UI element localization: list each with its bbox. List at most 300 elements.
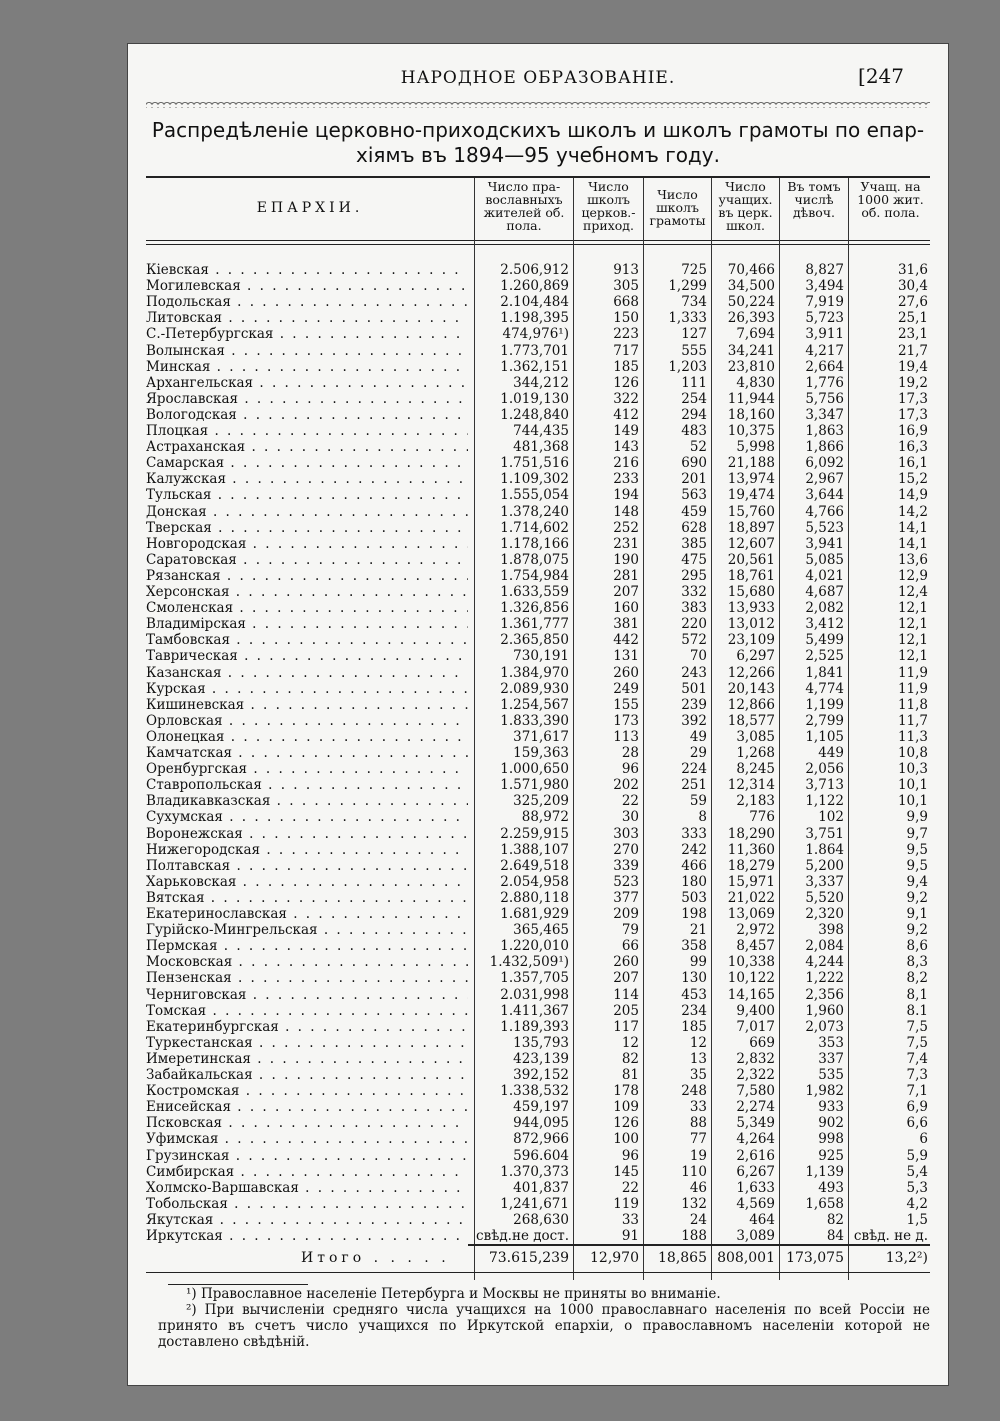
cell-girls: 1,841 <box>805 664 844 681</box>
cell-girls: 5,723 <box>805 310 844 327</box>
cell-church-schools: 252 <box>613 519 639 536</box>
cell-eparhia: Иркутская . . . <box>146 1228 468 1244</box>
cell-literacy-schools: 13 <box>689 1050 707 1067</box>
cell-girls: 2,082 <box>805 600 844 617</box>
cell-eparhia: Якутская . . . <box>146 1212 468 1228</box>
cell-pupils: 10,338 <box>727 954 775 971</box>
cell-population: 135,793 <box>513 1034 569 1051</box>
cell-eparhia: Вятская . . . <box>146 890 468 906</box>
table-row <box>146 1051 930 1067</box>
cell-population: 401,837 <box>513 1179 569 1196</box>
cell-eparhia: Грузинская . . . <box>146 1148 468 1164</box>
cell-population: 2.506,912 <box>500 262 569 278</box>
cell-literacy-schools: 29 <box>689 745 707 761</box>
cell-population: 2.104,484 <box>500 294 569 311</box>
cell-church-schools: 82 <box>621 1050 639 1067</box>
cell-eparhia: Забайкальская . . . <box>146 1067 468 1083</box>
table-row <box>146 616 930 632</box>
cell-literacy-schools: 198 <box>681 906 707 922</box>
cell-girls: 1,122 <box>805 793 844 810</box>
cell-population: 1.751,516 <box>500 455 569 472</box>
cell-eparhia: Рязанская . . . <box>146 568 468 584</box>
cell-church-schools: 270 <box>613 841 639 858</box>
cell-pupils: 18,761 <box>727 567 775 584</box>
cell-per1000: 19,2 <box>897 374 928 391</box>
total-church-schools: 12,970 <box>590 1250 639 1266</box>
cell-population: 1.362,151 <box>500 358 569 375</box>
cell-pupils: 26,393 <box>727 310 775 327</box>
table-row <box>146 890 930 906</box>
table-row <box>146 777 930 793</box>
cell-population: 159,363 <box>513 745 569 761</box>
cell-per1000: 15,2 <box>897 471 928 488</box>
table-title: Распредѣленіе церковно-приходскихъ школъ и школъ грамоты по епар-хіямъ въ 1894—95 учебномъ году. <box>151 118 925 167</box>
cell-pupils: 669 <box>749 1034 775 1051</box>
cell-population: 944,095 <box>513 1115 569 1132</box>
wavy-divider <box>146 100 930 108</box>
cell-girls: 2,073 <box>805 1018 844 1035</box>
cell-girls: 1,658 <box>805 1195 844 1212</box>
cell-literacy-schools: 49 <box>689 728 707 745</box>
cell-eparhia: Владикавказская . . . <box>146 793 468 809</box>
cell-eparhia: Тверская . . . <box>146 520 468 536</box>
cell-population: 730,191 <box>513 648 569 665</box>
cell-church-schools: 523 <box>613 873 639 890</box>
cell-church-schools: 150 <box>613 310 639 327</box>
cell-church-schools: 155 <box>613 696 639 713</box>
cell-girls: 4,244 <box>805 954 844 971</box>
cell-eparhia: Владимірская . . . <box>146 616 468 632</box>
cell-eparhia: Минская . . . <box>146 359 468 375</box>
cell-population: 1.178,166 <box>500 535 569 552</box>
section-title: НАРОДНОЕ ОБРАЗОВАНІЕ. <box>400 68 676 88</box>
table-row <box>146 359 930 375</box>
cell-population: 88,972 <box>521 809 569 826</box>
cell-pupils: 5,349 <box>736 1115 775 1132</box>
cell-pupils: 18,279 <box>727 857 775 874</box>
cell-per1000: 7,5 <box>906 1034 928 1051</box>
cell-literacy-schools: 59 <box>689 793 707 810</box>
cell-population: 2.031,998 <box>500 986 569 1003</box>
cell-per1000: 12,1 <box>897 648 928 665</box>
cell-per1000: 16,1 <box>897 455 928 472</box>
column-header-population: Число пра-вославныхъ жителей об. пола. <box>474 178 573 240</box>
cell-church-schools: 12 <box>621 1034 639 1051</box>
table-row <box>146 1131 930 1147</box>
table-header <box>146 178 930 240</box>
cell-per1000: 7,5 <box>906 1018 928 1035</box>
table-row <box>146 874 930 890</box>
cell-pupils: 4,830 <box>736 374 775 391</box>
cell-church-schools: 205 <box>613 1002 639 1019</box>
cell-literacy-schools: 88 <box>689 1115 707 1132</box>
cell-literacy-schools: 224 <box>681 761 707 778</box>
cell-church-schools: 305 <box>613 278 639 295</box>
cell-church-schools: 96 <box>621 1147 639 1164</box>
cell-eparhia: Олонецкая . . . <box>146 729 468 745</box>
column-header-literacy-schools: Число школъ грамоты <box>643 178 711 240</box>
cell-pupils: 34,500 <box>727 278 775 295</box>
cell-eparhia: Херсонская . . . <box>146 584 468 600</box>
cell-church-schools: 194 <box>613 487 639 504</box>
cell-pupils: 12,314 <box>727 777 775 794</box>
cell-literacy-schools: 1,299 <box>668 278 707 295</box>
table-bottom-rule <box>146 1272 930 1273</box>
cell-population: 1.714,602 <box>500 519 569 536</box>
table-row <box>146 906 930 922</box>
cell-population: 1.384,970 <box>500 664 569 681</box>
cell-pupils: 13,933 <box>727 600 775 617</box>
cell-pupils: 6,267 <box>736 1163 775 1180</box>
cell-pupils: 4,569 <box>736 1195 775 1212</box>
cell-church-schools: 233 <box>613 471 639 488</box>
table-row <box>146 439 930 455</box>
cell-literacy-schools: 1,333 <box>668 310 707 327</box>
cell-population: 2.880,118 <box>500 889 569 906</box>
cell-church-schools: 178 <box>613 1083 639 1100</box>
cell-per1000: 17,3 <box>897 390 928 407</box>
cell-girls: 337 <box>818 1050 844 1067</box>
cell-eparhia: Уфимская . . . <box>146 1131 468 1147</box>
cell-population: 481,368 <box>513 439 569 456</box>
cell-eparhia: Тобольская . . . <box>146 1196 468 1212</box>
cell-literacy-schools: 563 <box>681 487 707 504</box>
cell-church-schools: 33 <box>621 1211 639 1228</box>
cell-church-schools: 143 <box>613 439 639 456</box>
cell-pupils: 15,760 <box>727 503 775 520</box>
cell-pupils: 11,944 <box>727 390 775 407</box>
column-header-church-schools: Число школъ церков.-приход. <box>573 178 643 240</box>
cell-church-schools: 28 <box>621 745 639 761</box>
cell-literacy-schools: 248 <box>681 1083 707 1100</box>
cell-per1000: 19,4 <box>897 358 928 375</box>
cell-eparhia: Томская . . . <box>146 1003 468 1019</box>
cell-literacy-schools: 628 <box>681 519 707 536</box>
cell-girls: 1,863 <box>805 423 844 439</box>
cell-eparhia: Оренбургская . . . <box>146 761 468 777</box>
cell-literacy-schools: 294 <box>681 406 707 423</box>
cell-pupils: 10,375 <box>727 423 775 439</box>
cell-per1000: 10,1 <box>897 777 928 794</box>
cell-population: 371,617 <box>513 728 569 745</box>
cell-eparhia: Архангельская . . . <box>146 375 468 391</box>
cell-pupils: 2,616 <box>736 1147 775 1164</box>
cell-eparhia: Могилевская . . . <box>146 278 468 294</box>
cell-girls: 2,056 <box>805 761 844 778</box>
cell-eparhia: Туркестанская . . . <box>146 1035 468 1051</box>
cell-church-schools: 173 <box>613 712 639 729</box>
cell-eparhia: Сухумская . . . <box>146 809 468 825</box>
cell-church-schools: 303 <box>613 825 639 842</box>
cell-pupils: 21,022 <box>727 889 775 906</box>
cell-girls: 925 <box>818 1147 844 1164</box>
cell-church-schools: 149 <box>613 423 639 439</box>
cell-pupils: 2,322 <box>736 1067 775 1083</box>
cell-literacy-schools: 185 <box>681 1018 707 1035</box>
cell-church-schools: 113 <box>613 728 639 745</box>
cell-pupils: 21,188 <box>727 455 775 472</box>
cell-literacy-schools: 254 <box>681 390 707 407</box>
cell-girls: 4,217 <box>805 342 844 359</box>
cell-eparhia: Ярославская . . . <box>146 391 468 407</box>
cell-girls: 1,776 <box>805 374 844 391</box>
cell-per1000: 4,2 <box>906 1195 928 1212</box>
cell-per1000: 9,1 <box>906 906 928 922</box>
cell-literacy-schools: 111 <box>681 374 707 391</box>
table-row <box>146 455 930 471</box>
cell-girls: 5,200 <box>805 857 844 874</box>
cell-population: 268,630 <box>513 1211 569 1228</box>
cell-literacy-schools: 130 <box>681 970 707 987</box>
cell-per1000: 12,1 <box>897 600 928 617</box>
cell-eparhia: Ставропольская . . . <box>146 777 468 793</box>
cell-population: 1.019,130 <box>500 390 569 407</box>
table-row <box>146 326 930 342</box>
cell-eparhia: Самарская . . . <box>146 455 468 471</box>
cell-per1000: 8.1 <box>906 1002 928 1019</box>
cell-girls: 102 <box>818 809 844 826</box>
cell-eparhia: Новгородская . . . <box>146 536 468 552</box>
cell-eparhia: Пензенская . . . <box>146 970 468 986</box>
cell-girls: 82 <box>826 1211 844 1228</box>
cell-girls: 3,644 <box>805 487 844 504</box>
cell-pupils: 13,012 <box>727 616 775 633</box>
cell-girls: 398 <box>818 922 844 939</box>
cell-population: 2.649,518 <box>500 857 569 874</box>
total-row <box>146 1246 930 1270</box>
table-row <box>146 423 930 439</box>
cell-girls: 2,967 <box>805 471 844 488</box>
cell-church-schools: 442 <box>613 632 639 649</box>
cell-literacy-schools: 201 <box>681 471 707 488</box>
cell-girls: 5,756 <box>805 390 844 407</box>
cell-literacy-schools: 242 <box>681 841 707 858</box>
cell-literacy-schools: 8 <box>698 809 707 826</box>
cell-pupils: 2,832 <box>736 1050 775 1067</box>
header-double-rule <box>146 240 930 245</box>
cell-literacy-schools: 70 <box>689 648 707 665</box>
cell-church-schools: 81 <box>621 1067 639 1083</box>
cell-church-schools: 249 <box>613 680 639 697</box>
footnote-2: ²) При вычисленіи средняго числа учащихся на 1000 православнаго населенія по всей Россіи не принято въ счетъ число учащихся по Иркутской епархіи, о православномъ населеніи которой не доставлено свѣдѣній. <box>158 1302 930 1350</box>
cell-church-schools: 117 <box>613 1018 639 1035</box>
table-row <box>146 793 930 809</box>
table-row <box>146 278 930 294</box>
cell-population: 1.357,705 <box>500 970 569 987</box>
table-row <box>146 310 930 326</box>
cell-eparhia: Екатеринбургская . . . <box>146 1019 468 1035</box>
cell-church-schools: 126 <box>613 1115 639 1132</box>
column-header-per1000: Учащ. на 1000 жит. об. пола. <box>848 178 932 240</box>
cell-population: 325,209 <box>513 793 569 810</box>
cell-eparhia: Саратовская . . . <box>146 552 468 568</box>
cell-literacy-schools: 12 <box>689 1034 707 1051</box>
table-row <box>146 391 930 407</box>
cell-pupils: 18,577 <box>727 712 775 729</box>
cell-pupils: 7,580 <box>736 1083 775 1100</box>
cell-church-schools: 190 <box>613 551 639 568</box>
cell-literacy-schools: 180 <box>681 873 707 890</box>
cell-eparhia: Холмско-Варшавская . . . <box>146 1180 468 1196</box>
cell-church-schools: 131 <box>613 648 639 665</box>
cell-pupils: 70,466 <box>727 262 775 278</box>
cell-girls: 3,941 <box>805 535 844 552</box>
cell-per1000: 14,2 <box>897 503 928 520</box>
total-label: Итого . . . <box>301 1246 450 1270</box>
cell-girls: 449 <box>818 745 844 761</box>
cell-girls: 1,960 <box>805 1002 844 1019</box>
cell-church-schools: 119 <box>613 1195 639 1212</box>
cell-literacy-schools: 132 <box>681 1195 707 1212</box>
cell-girls: 5,085 <box>805 551 844 568</box>
cell-eparhia: Волынская . . . <box>146 343 468 359</box>
cell-per1000: 12,1 <box>897 632 928 649</box>
table-row <box>146 681 930 697</box>
cell-girls: 535 <box>818 1067 844 1083</box>
cell-eparhia: Черниговская . . . <box>146 987 468 1003</box>
cell-girls: 902 <box>818 1115 844 1132</box>
cell-population: 1.220,010 <box>500 938 569 955</box>
table-row <box>146 1228 930 1244</box>
cell-per1000: 7,1 <box>906 1083 928 1100</box>
cell-girls: 3,412 <box>805 616 844 633</box>
table-row <box>146 1148 930 1164</box>
cell-girls: 2,084 <box>805 938 844 955</box>
cell-church-schools: 100 <box>613 1131 639 1148</box>
cell-girls: 7,919 <box>805 294 844 311</box>
cell-church-schools: 126 <box>613 374 639 391</box>
cell-pupils: 2,972 <box>736 922 775 939</box>
cell-pupils: 3,089 <box>736 1228 775 1244</box>
cell-eparhia: Тамбовская . . . <box>146 632 468 648</box>
cell-eparhia: Казанская . . . <box>146 665 468 681</box>
column-header-pupils: Число учащих. въ церк. школ. <box>711 178 779 240</box>
table-row <box>146 536 930 552</box>
table-row <box>146 262 930 278</box>
cell-per1000: 6,9 <box>906 1099 928 1116</box>
cell-literacy-schools: 1,203 <box>668 358 707 375</box>
cell-pupils: 464 <box>749 1211 775 1228</box>
cell-church-schools: 202 <box>613 777 639 794</box>
cell-girls: 1,105 <box>805 728 844 745</box>
cell-population: 2.089,930 <box>500 680 569 697</box>
cell-pupils: 7,017 <box>736 1018 775 1035</box>
cell-population: 344,212 <box>513 374 569 391</box>
cell-church-schools: 207 <box>613 970 639 987</box>
cell-population: 2.365,850 <box>500 632 569 649</box>
cell-per1000: 25,1 <box>897 310 928 327</box>
cell-per1000: 14,1 <box>897 519 928 536</box>
cell-eparhia: Астраханская . . . <box>146 439 468 455</box>
cell-church-schools: 207 <box>613 584 639 600</box>
table-row <box>146 600 930 616</box>
cell-church-schools: 717 <box>613 342 639 359</box>
cell-pupils: 776 <box>749 809 775 826</box>
cell-literacy-schools: 243 <box>681 664 707 681</box>
cell-eparhia: Кишиневская . . . <box>146 697 468 713</box>
cell-per1000: 16,3 <box>897 439 928 456</box>
cell-eparhia: Кіевская . . . <box>146 262 468 278</box>
cell-girls: 4,774 <box>805 680 844 697</box>
cell-population: 2.054,958 <box>500 873 569 890</box>
cell-per1000: 5,9 <box>906 1147 928 1164</box>
cell-church-schools: 377 <box>613 889 639 906</box>
cell-eparhia: Симбирская . . . <box>146 1164 468 1180</box>
total-per1000: 13,2²) <box>885 1250 928 1266</box>
cell-church-schools: 260 <box>613 664 639 681</box>
cell-population: 1.773,701 <box>500 342 569 359</box>
cell-literacy-schools: 332 <box>681 584 707 600</box>
cell-eparhia: Воронежская . . . <box>146 826 468 842</box>
cell-literacy-schools: 99 <box>689 954 707 971</box>
cell-girls: 1.864 <box>805 841 844 858</box>
cell-church-schools: 185 <box>613 358 639 375</box>
document-page <box>127 43 949 1386</box>
cell-eparhia: Смоленская . . . <box>146 600 468 616</box>
cell-church-schools: 30 <box>621 809 639 826</box>
cell-literacy-schools: 110 <box>681 1163 707 1180</box>
cell-per1000: 10,1 <box>897 793 928 810</box>
cell-population: 1.109,302 <box>500 471 569 488</box>
table-row <box>146 858 930 874</box>
cell-per1000: 8,1 <box>906 986 928 1003</box>
cell-population: 474,976¹) <box>502 326 569 343</box>
table-row <box>146 665 930 681</box>
table-row <box>146 1196 930 1212</box>
cell-per1000: 23,1 <box>897 326 928 343</box>
table-row <box>146 1180 930 1196</box>
cell-pupils: 1,633 <box>736 1179 775 1196</box>
cell-per1000: 8,6 <box>906 938 928 955</box>
cell-pupils: 3,085 <box>736 728 775 745</box>
cell-population: 1.833,390 <box>500 712 569 729</box>
cell-per1000: 11,3 <box>897 728 928 745</box>
cell-literacy-schools: 52 <box>689 439 707 456</box>
cell-girls: 353 <box>818 1034 844 1051</box>
footnotes <box>158 1286 930 1350</box>
cell-girls: 933 <box>818 1099 844 1116</box>
cell-church-schools: 668 <box>613 294 639 311</box>
cell-population: 1.378,240 <box>500 503 569 520</box>
cell-pupils: 1,268 <box>736 745 775 761</box>
cell-girls: 1,982 <box>805 1083 844 1100</box>
cell-eparhia: Енисейская . . . <box>146 1099 468 1115</box>
cell-church-schools: 913 <box>613 262 639 278</box>
table-row <box>146 1003 930 1019</box>
cell-pupils: 6,297 <box>736 648 775 665</box>
table-row <box>146 407 930 423</box>
table-row <box>146 584 930 600</box>
cell-pupils: 18,290 <box>727 825 775 842</box>
cell-girls: 3,494 <box>805 278 844 295</box>
cell-pupils: 23,810 <box>727 358 775 375</box>
cell-per1000: 8,3 <box>906 954 928 971</box>
cell-per1000: 21,7 <box>897 342 928 359</box>
cell-girls: 6,092 <box>805 455 844 472</box>
total-population: 73.615,239 <box>488 1250 569 1266</box>
cell-church-schools: 66 <box>621 938 639 955</box>
cell-population: 1.254,567 <box>500 696 569 713</box>
table-row <box>146 1115 930 1131</box>
cell-per1000: 31,6 <box>897 262 928 278</box>
cell-pupils: 19,474 <box>727 487 775 504</box>
table-row <box>146 1035 930 1051</box>
cell-per1000: 9,9 <box>906 809 928 826</box>
cell-literacy-schools: 501 <box>681 680 707 697</box>
cell-literacy-schools: 33 <box>689 1099 707 1116</box>
cell-population: 1,241,671 <box>500 1195 569 1212</box>
cell-literacy-schools: 475 <box>681 551 707 568</box>
